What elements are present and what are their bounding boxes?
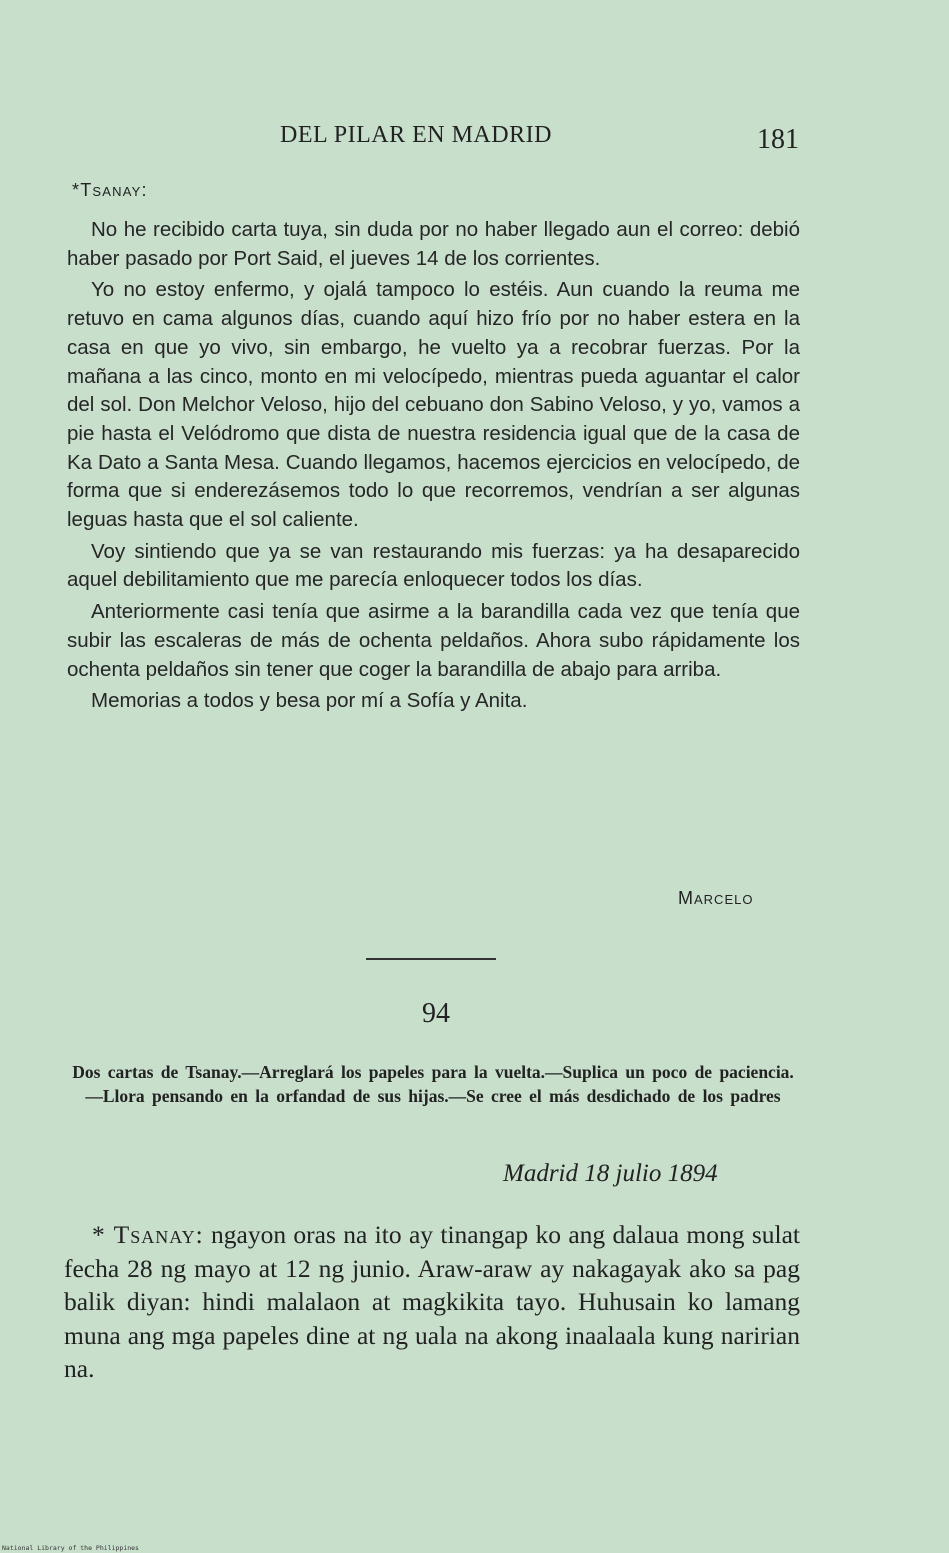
- letter-number: 94: [422, 998, 450, 1029]
- letter-2-body: [64, 1218, 800, 1386]
- letter-summary: Dos cartas de Tsanay.—Arreglará los papeles para la vuelta.—Suplica un poco de paciencia.—Llora pensando en la orfandad de sus hijas.—Se cree el más desdichado de los padres: [72, 1062, 794, 1106]
- letter-body: [67, 216, 800, 719]
- letter-salutation: *Tsanay:: [72, 180, 148, 200]
- letter-paragraph: No he recibido carta tuya, sin duda por no haber llegado aun el correo: debió haber pasado por Port Said, el jueves 14 de los corrientes.: [67, 218, 800, 270]
- letter-paragraph: Yo no estoy enfermo, y ojalá tampoco lo estéis. Aun cuando la reuma me retuvo en cama algunos días, cuando aquí hizo frío por no haber estera en la casa en que yo vivo, sin embargo, he vuelto ya a recobrar fuerzas. Por la mañana a las cinco, monto en mi velocípedo, mientras pueda aguantar el calor del sol. Don Melchor Veloso, hijo del cebuano don Sabino Veloso, y yo, vamos a pie hasta el Velódromo que dista de nuestra residencia igual que de la casa de Ka Dato a Santa Mesa. Cuando llegamos, hacemos ejercicios en velocípedo, de forma que si enderezásemos todo lo que recorremos, vendrían a ser algunas leguas hasta que el sol caliente.: [67, 278, 800, 532]
- letter-2-salutation: * Tsanay:: [92, 1220, 204, 1249]
- library-credit: National Library of the Philippines: [2, 1544, 139, 1552]
- letter-paragraph: Memorias a todos y besa por mí a Sofía y Anita.: [91, 689, 528, 713]
- letter-signature: Marcelo: [678, 888, 754, 908]
- letter-paragraph: Anteriormente casi tenía que asirme a la barandilla cada vez que tenía que subir las escaleras de más de ochenta peldaños. Ahora subo rápidamente los ochenta peldaños sin tener que coger la barandilla de abajo para arriba.: [67, 600, 800, 681]
- letter-dateline: Madrid 18 julio 1894: [503, 1160, 718, 1187]
- letter-2-text: ngayon oras na ito ay tinangap ko ang dalaua mong sulat fecha 28 ng mayo at 12 ng junio. Araw-araw ay nakagayak ako sa pag balik diyan: hindi malalaon at magkikita tayo. Huhusain ko lamang muna ang mga papeles dine at ng uala na akong inaalaala kung naririan na.: [64, 1220, 800, 1383]
- running-title: DEL PILAR EN MADRID: [280, 122, 552, 148]
- section-divider: [366, 958, 496, 960]
- letter-2-paragraph: [64, 1218, 800, 1386]
- letter-paragraph: Voy sintiendo que ya se van restaurando mis fuerzas: ya ha desaparecido aquel debilitamiento que me parecía enloquecer todos los días.: [67, 539, 800, 592]
- page-number: 181: [757, 124, 799, 155]
